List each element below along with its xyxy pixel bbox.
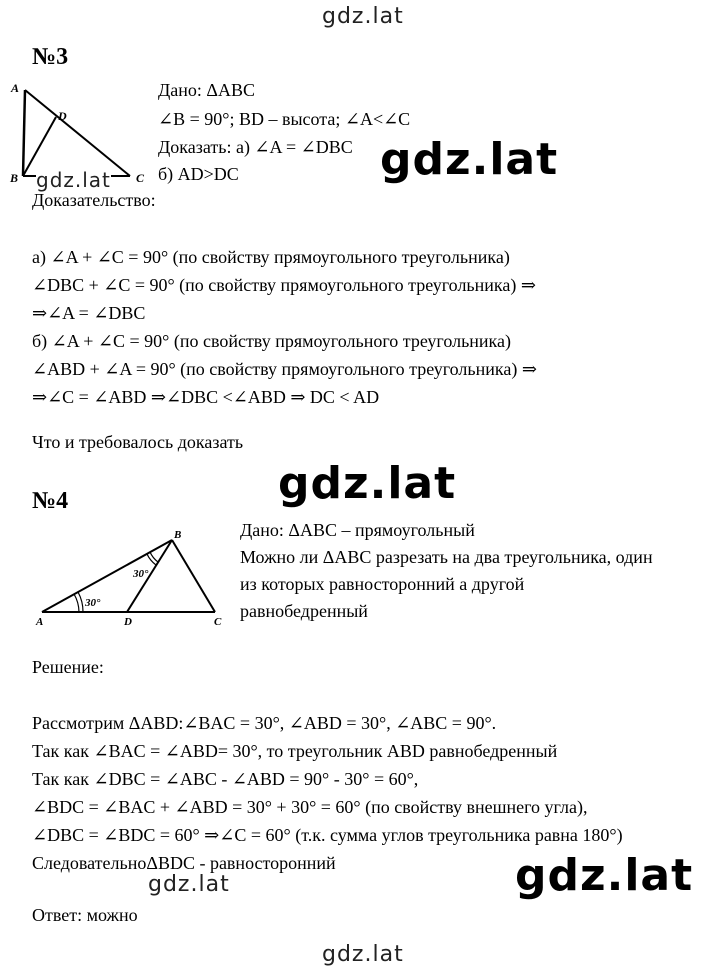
label-c: C <box>214 616 222 628</box>
side-ab <box>42 540 172 612</box>
watermark-big-1: gdz.lat <box>380 134 559 185</box>
proof-line: а) ∠A + ∠C = 90° (по свойству прямоугольного треугольника) <box>32 247 510 267</box>
solution-line: СледовательноΔBDC - равносторонний <box>32 853 336 873</box>
problem-3-given <box>158 78 410 186</box>
watermark-top: gdz.lat <box>322 4 404 29</box>
given-line: Можно ли ΔABC разрезать на два треугольника, один <box>240 547 653 567</box>
side-ab <box>23 90 25 176</box>
proof-line: ∠DBC + ∠C = 90° (по свойству прямоугольного треугольника) ⇒ <box>32 275 536 295</box>
proof-line: б) ∠A + ∠C = 90° (по свойству прямоугольного треугольника) <box>32 331 512 351</box>
watermark-bottom: gdz.lat <box>322 942 404 967</box>
answer: Ответ: можно <box>32 905 138 925</box>
proof-body <box>32 243 537 411</box>
given-line: из которых равносторонний а другой <box>240 574 525 594</box>
watermark-big-2: gdz.lat <box>278 458 457 509</box>
solution-title: Решение: <box>32 657 104 677</box>
given-line: б) AD>DC <box>158 164 239 184</box>
label-b: B <box>10 171 19 185</box>
problem-4-number: №4 <box>32 488 69 514</box>
solution-line: ∠DBC = ∠BDC = 60° ⇒∠C = 60° (т.к. сумма углов треугольника равна 180°) <box>32 821 623 849</box>
proof-line: ∠ABD + ∠A = 90° (по свойству прямоугольного треугольника) ⇒ <box>32 359 537 379</box>
proof-line: ⇒∠A = ∠DBC <box>32 303 146 323</box>
solution-line: Так как ∠BAC = ∠ABD= 30°, то треугольник ABD равнобедренный <box>32 741 558 761</box>
label-d: D <box>58 109 67 123</box>
given-line: Дано: ΔABC – прямоугольный <box>240 520 475 540</box>
watermark-big-3: gdz.lat <box>515 850 694 901</box>
angle-label-b: 30° <box>133 568 149 580</box>
solution-line: Так как ∠DBC = ∠ABC - ∠ABD = 90° - 30° = 60°, <box>32 769 419 789</box>
solution-line: ∠BDC = ∠BAC + ∠ABD = 30° + 30° = 60° (по свойству внешнего угла), <box>32 797 588 817</box>
angle-arc-a <box>74 594 79 612</box>
given-line: равнобедренный <box>240 601 368 621</box>
proof-title: Доказательство: <box>32 190 156 210</box>
given-line: ∠B = 90°; BD – высота; ∠A<∠C <box>158 109 411 129</box>
label-a: A <box>36 616 44 628</box>
label-a: A <box>11 81 20 95</box>
problem-4-figure <box>30 528 235 628</box>
angle-label-a: 30° <box>85 597 101 609</box>
given-line: Доказать: а) ∠A = ∠DBC <box>158 137 353 157</box>
conclusion: Что и требовалось доказать <box>32 432 244 452</box>
side-bc <box>172 540 215 612</box>
solution-line: Рассмотрим ΔABD:∠BAC = 30°, ∠ABD = 30°, ∠ABC = 90°. <box>32 713 497 733</box>
watermark-figure: gdz.lat <box>36 168 111 192</box>
problem-3-number: №3 <box>32 44 69 70</box>
problem-4-given <box>240 517 653 625</box>
label-c: C <box>136 171 145 185</box>
proof-line: ⇒∠C = ∠ABD ⇒∠DBC <∠ABD ⇒ DC < AD <box>32 387 380 407</box>
watermark-small-mid: gdz.lat <box>148 872 230 897</box>
given-line: Дано: ΔABC <box>158 80 255 100</box>
label-d: D <box>124 616 132 628</box>
label-b: B <box>174 529 182 541</box>
side-ac <box>25 90 130 176</box>
